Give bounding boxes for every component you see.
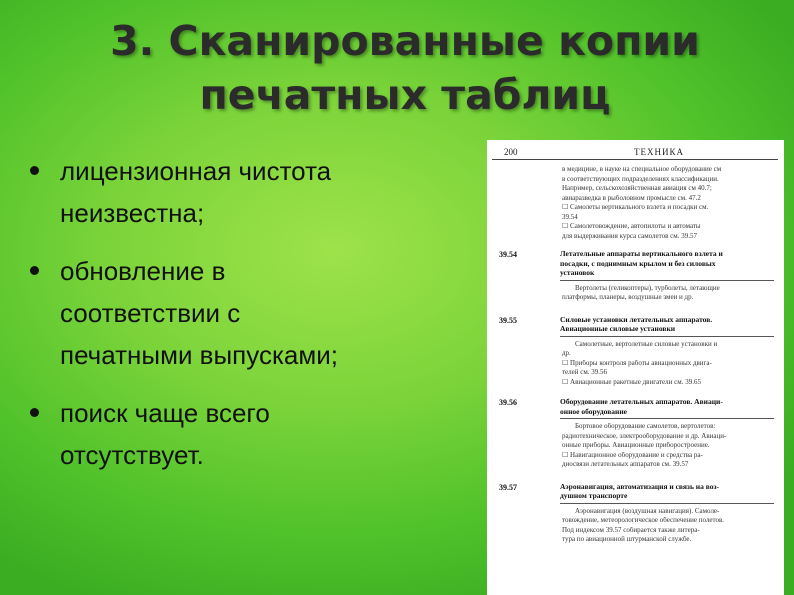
scan-text-line: Например, сельскохозяйственная авиация см 40.7; <box>562 185 712 192</box>
scan-entry-heading: Авиационные силовые установки <box>560 325 676 333</box>
scan-heading-rule <box>560 418 774 419</box>
scan-entry-heading: Силовые установки летательных аппаратов. <box>560 315 713 324</box>
scan-text-line: ☐ Самолетовождение, автопилоты и автоматы <box>562 223 701 230</box>
scan-text-line: платформы, планеры, воздушные змеи и др. <box>562 294 694 301</box>
scan-entry-heading: посадки, с поднимным крылом и без силовых <box>560 259 716 268</box>
scanned-page-image <box>487 140 784 595</box>
bullet-dot-icon <box>30 166 39 175</box>
bullet-line: лицензионная чистота <box>60 156 332 186</box>
scan-text-line: ☐ Приборы контроля работы авиационных двига- <box>562 359 712 367</box>
bullet-line: поиск чаще всего <box>60 398 270 428</box>
scan-text-line: радиотехническое, электрооборудование и др. Авиаци- <box>562 432 727 440</box>
scan-page-header <box>492 145 778 160</box>
scan-text-line: 39.54 <box>562 213 578 221</box>
scan-text-line: Бортовое оборудование самолетов, вертолетов: <box>575 423 716 430</box>
bullet-dot-icon <box>30 408 39 417</box>
scan-entry-code: 39.54 <box>499 250 517 259</box>
scan-section-title: ТЕХНИКА <box>634 147 684 157</box>
scan-heading-rule <box>560 280 774 281</box>
scan-entry-heading: Летательные аппараты вертикального взлета и <box>560 250 723 258</box>
scan-entry-heading: установок <box>560 269 595 277</box>
scan-text-line: товождение, метеорологическое обеспечение полетов. <box>562 517 725 524</box>
scan-text-line: тура по авиационной штурманской службе. <box>562 536 692 543</box>
scan-entry-heading: Аэронавигация, автоматизация и связь на воз- <box>560 482 719 491</box>
scan-entry-heading: душном транспорте <box>560 492 628 500</box>
scan-text-line: диосвязи летательных аппаратов см. 39.57 <box>562 461 689 468</box>
scan-text-line: телей см. 39.56 <box>562 369 608 376</box>
scan-entry-heading: онное оборудование <box>560 407 627 416</box>
scan-page-number: 200 <box>504 147 518 157</box>
scan-text-line: онные приборы. Авиационные приборостроение. <box>562 442 710 449</box>
slide-title-line-1: 3. Сканированные копии <box>110 17 700 65</box>
scan-text-line: ☐ Навигационное оборудование и средства ра- <box>562 451 703 459</box>
scan-text-line: в медицине, в науке на специальное оборудование см <box>562 166 722 173</box>
bullet-line: соответствии с <box>60 298 241 328</box>
bullet-line: печатными выпусками; <box>60 340 339 370</box>
scan-text-line: Вертолеты (геликоптеры), турболеты, летающие <box>575 284 720 292</box>
scan-text-line: авиаразведка в рыболовном промысле см. 47.2 <box>562 194 701 202</box>
slide-title <box>60 14 750 122</box>
bullet-line: неизвестна; <box>60 198 205 228</box>
scan-text-line: ☐ Авиационные ракетные двигатели см. 39.65 <box>562 378 701 386</box>
bullet-text <box>60 392 480 476</box>
scan-heading-rule <box>560 336 774 337</box>
bullet-text <box>60 150 480 234</box>
scan-text-line: Аэронавигация (воздушная навигация). Самоле- <box>575 507 720 515</box>
scan-entry-heading: Оборудование летательных аппаратов. Авиаци- <box>560 398 723 406</box>
scan-heading-rule <box>560 503 774 504</box>
scan-text-line: для выдерживания курса самолетов см. 39.57 <box>562 232 697 240</box>
scan-entry-code: 39.55 <box>499 315 517 325</box>
scan-text-line: др. <box>562 350 571 357</box>
scan-text-line: Под индексом 39.57 собирается также литера- <box>562 526 700 534</box>
scan-text-line: Самолетные, вертолетные силовые установки и <box>575 340 718 348</box>
scan-text-line: в соответствующих подразделениях классификации. <box>562 175 719 183</box>
scan-text-line: ☐ Самолеты вертикального взлета и посадки см. <box>562 204 709 211</box>
bullet-line: обновление в <box>60 256 226 286</box>
scan-entry-code: 39.56 <box>499 398 517 407</box>
bullet-dot-icon <box>30 266 39 275</box>
scan-entry-code: 39.57 <box>499 482 517 492</box>
bullet-line: отсутствует. <box>60 440 204 470</box>
bullet-text <box>60 250 480 376</box>
slide-title-line-2: печатных таблиц <box>199 71 611 119</box>
